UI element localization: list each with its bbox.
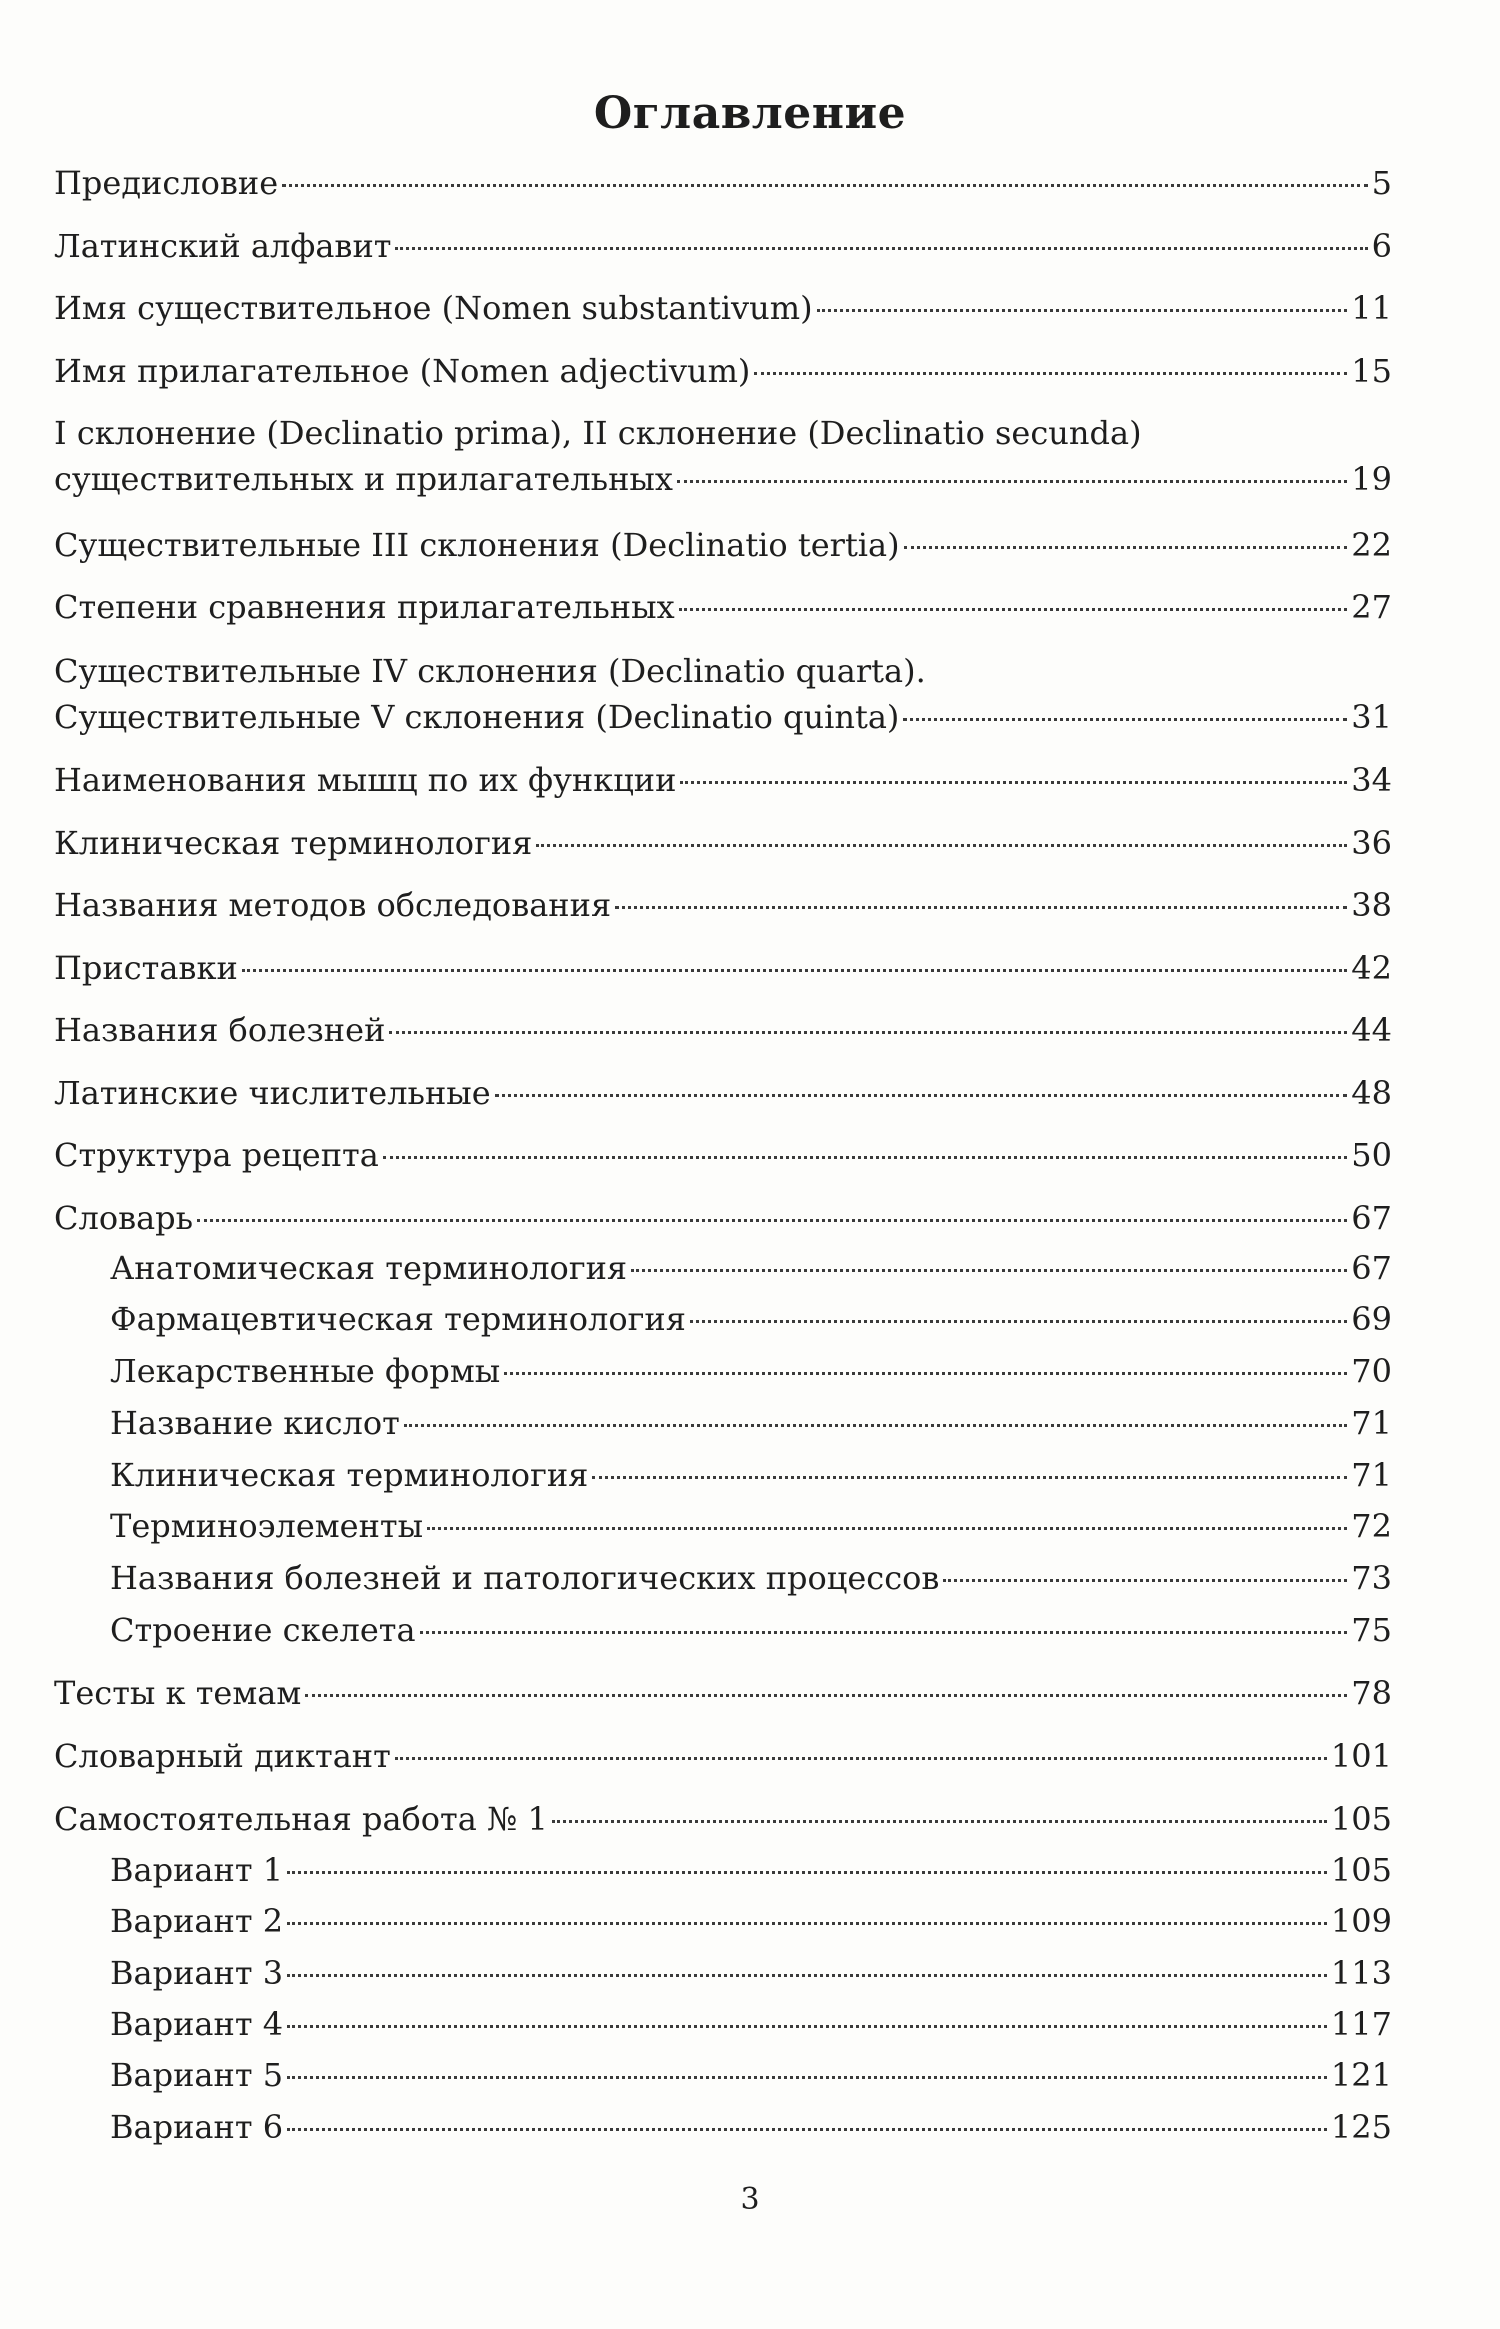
dot-leader bbox=[287, 2128, 1327, 2131]
toc-entry[interactable] bbox=[54, 1794, 1392, 1844]
dot-leader bbox=[504, 1372, 1347, 1375]
toc-entry-page: 78 bbox=[1351, 1674, 1392, 1712]
toc-entry-label: Вариант 2 bbox=[110, 1902, 284, 1940]
toc-entry-page: 67 bbox=[1351, 1249, 1392, 1287]
toc-entry-label: Названия болезней и патологических процессов bbox=[110, 1559, 940, 1597]
toc-entry-page: 113 bbox=[1330, 1954, 1392, 1992]
toc-entry-page: 125 bbox=[1330, 2108, 1392, 2146]
toc-subentry[interactable] bbox=[110, 1553, 1392, 1603]
toc-entry-page: 38 bbox=[1351, 886, 1392, 924]
toc-entry-label: Названия болезней bbox=[54, 1011, 386, 1049]
dot-leader bbox=[679, 608, 1348, 611]
toc-entry-page: 22 bbox=[1351, 526, 1392, 564]
toc-entry-line: I склонение (Declinatio prima), II склонение (Declinatio secunda) bbox=[54, 414, 1142, 452]
toc-entry-label: Тесты к темам bbox=[54, 1674, 302, 1712]
dot-leader bbox=[404, 1424, 1347, 1427]
toc-subentry[interactable] bbox=[110, 1450, 1392, 1500]
page-number: 3 bbox=[740, 2182, 760, 2217]
toc-entry[interactable] bbox=[54, 221, 1392, 271]
toc-subentry[interactable] bbox=[110, 1896, 1392, 1946]
toc-entry-page: 105 bbox=[1330, 1851, 1392, 1889]
toc-entry-label: Словарный диктант bbox=[54, 1737, 391, 1775]
toc-entry[interactable] bbox=[54, 880, 1392, 930]
dot-leader bbox=[287, 1922, 1327, 1925]
toc-entry[interactable] bbox=[54, 755, 1392, 805]
toc-entry-label: Вариант 5 bbox=[110, 2056, 284, 2094]
toc-entry[interactable] bbox=[54, 1068, 1392, 1118]
dot-leader bbox=[395, 247, 1367, 250]
toc-subentry[interactable] bbox=[110, 1999, 1392, 2049]
toc-entry-page: 67 bbox=[1351, 1199, 1392, 1237]
toc-entry-page: 71 bbox=[1351, 1404, 1392, 1442]
toc-entry-page: 31 bbox=[1351, 698, 1392, 736]
toc-subentry[interactable] bbox=[110, 1501, 1392, 1551]
toc-entry-label: Клиническая терминология bbox=[54, 824, 533, 862]
toc-entry-page: 69 bbox=[1351, 1300, 1392, 1338]
dot-leader bbox=[383, 1156, 1347, 1159]
toc-subentry[interactable] bbox=[110, 2050, 1392, 2100]
toc-entry-page: 117 bbox=[1330, 2005, 1392, 2043]
dot-leader bbox=[242, 969, 1348, 972]
dot-leader bbox=[754, 372, 1347, 375]
toc-entry[interactable] bbox=[54, 520, 1392, 570]
dot-leader bbox=[420, 1631, 1348, 1634]
toc-subentry[interactable] bbox=[110, 2102, 1392, 2152]
toc-entry-page: 75 bbox=[1351, 1611, 1392, 1649]
dot-leader bbox=[552, 1820, 1327, 1823]
toc-entry-label: Имя существительное (Nomen substantivum) bbox=[54, 289, 813, 327]
toc-entry-label: Название кислот bbox=[110, 1404, 400, 1442]
toc-entry-page: 71 bbox=[1351, 1456, 1392, 1494]
dot-leader bbox=[680, 781, 1347, 784]
toc-entry[interactable] bbox=[54, 582, 1392, 632]
toc-subentry[interactable] bbox=[110, 1948, 1392, 1998]
toc-subentry[interactable] bbox=[110, 1605, 1392, 1655]
toc-entry-label: Названия методов обследования bbox=[54, 886, 612, 924]
toc-entry-label: Словарь bbox=[54, 1199, 194, 1237]
toc-entry-label: Вариант 6 bbox=[110, 2108, 284, 2146]
toc-entry-page: 73 bbox=[1351, 1559, 1392, 1597]
toc-entry-page: 101 bbox=[1330, 1737, 1392, 1775]
page-title: Оглавление bbox=[593, 88, 907, 139]
dot-leader bbox=[903, 718, 1347, 721]
toc-entry-label: Строение скелета bbox=[110, 1611, 416, 1649]
toc-entry[interactable] bbox=[54, 1668, 1392, 1718]
toc-entry-page: 27 bbox=[1351, 588, 1392, 626]
toc-entry[interactable] bbox=[54, 158, 1392, 208]
toc-entry-label: Приставки bbox=[54, 949, 238, 987]
toc-subentry[interactable] bbox=[110, 1845, 1392, 1895]
toc-entry[interactable] bbox=[54, 818, 1392, 868]
dot-leader bbox=[615, 906, 1347, 909]
toc-entry-page: 11 bbox=[1351, 289, 1392, 327]
toc-entry-page: 121 bbox=[1330, 2056, 1392, 2094]
dot-leader bbox=[592, 1476, 1347, 1479]
toc-entry-label: Вариант 3 bbox=[110, 1954, 284, 1992]
toc-entry-label: Наименования мышц по их функции bbox=[54, 761, 677, 799]
toc-entry-label: Латинский алфавит bbox=[54, 227, 392, 265]
toc-subentry[interactable] bbox=[110, 1346, 1392, 1396]
toc-entry-page: 50 bbox=[1351, 1136, 1392, 1174]
toc-entry[interactable] bbox=[54, 1731, 1392, 1781]
dot-leader bbox=[287, 2025, 1327, 2028]
dot-leader bbox=[427, 1527, 1347, 1530]
dot-leader bbox=[495, 1094, 1348, 1097]
toc-entry-label: Латинские числительные bbox=[54, 1074, 491, 1112]
toc-subentry[interactable] bbox=[110, 1243, 1392, 1293]
toc-entry-label: Клиническая терминология bbox=[110, 1456, 589, 1494]
toc-entry-line: Существительные IV склонения (Declinatio quarta). bbox=[54, 652, 926, 690]
toc-entry-label: Лекарственные формы bbox=[110, 1352, 501, 1390]
toc-entry-page: 72 bbox=[1351, 1507, 1392, 1545]
toc-entry-page: 5 bbox=[1371, 164, 1392, 202]
dot-leader bbox=[395, 1757, 1327, 1760]
toc-entry-page: 105 bbox=[1330, 1800, 1392, 1838]
toc-entry-label: Существительные V склонения (Declinatio quinta) bbox=[54, 698, 900, 736]
dot-leader bbox=[631, 1269, 1347, 1272]
toc-entry-page: 44 bbox=[1351, 1011, 1392, 1049]
toc-entry[interactable] bbox=[54, 1130, 1392, 1180]
toc-entry-page: 70 bbox=[1351, 1352, 1392, 1390]
toc-entry-label: Структура рецепта bbox=[54, 1136, 379, 1174]
dot-leader bbox=[287, 2076, 1327, 2079]
toc-entry-label: Вариант 4 bbox=[110, 2005, 284, 2043]
toc-entry-label: Терминоэлементы bbox=[110, 1507, 424, 1545]
toc-entry[interactable] bbox=[54, 454, 1392, 504]
toc-entry-label: существительных и прилагательных bbox=[54, 460, 673, 498]
dot-leader bbox=[943, 1579, 1347, 1582]
toc-entry-label: Самостоятельная работа № 1 bbox=[54, 1800, 548, 1838]
toc-entry-page: 42 bbox=[1351, 949, 1392, 987]
toc-subentry[interactable] bbox=[110, 1398, 1392, 1448]
toc-entry-label: Степени сравнения прилагательных bbox=[54, 588, 675, 626]
toc-entry[interactable] bbox=[54, 943, 1392, 993]
toc-entry-label: Анатомическая терминология bbox=[110, 1249, 628, 1287]
toc-entry-label: Вариант 1 bbox=[110, 1851, 284, 1889]
toc-entry-page: 109 bbox=[1330, 1902, 1392, 1940]
toc-entry[interactable] bbox=[54, 346, 1392, 396]
dot-leader bbox=[677, 480, 1347, 483]
dot-leader bbox=[282, 184, 1367, 187]
toc-entry-label: Имя прилагательное (Nomen adjectivum) bbox=[54, 352, 751, 390]
toc-entry-page: 34 bbox=[1351, 761, 1392, 799]
toc-subentry[interactable] bbox=[110, 1294, 1392, 1344]
dot-leader bbox=[197, 1219, 1347, 1222]
toc-entry[interactable] bbox=[54, 1005, 1392, 1055]
dot-leader bbox=[287, 1871, 1327, 1874]
toc-entry-page: 6 bbox=[1371, 227, 1392, 265]
toc-entry-page: 19 bbox=[1351, 460, 1392, 498]
toc-entry[interactable] bbox=[54, 1193, 1392, 1243]
toc-entry-label: Фармацевтическая терминология bbox=[110, 1300, 686, 1338]
dot-leader bbox=[305, 1694, 1347, 1697]
toc-entry-label: Предисловие bbox=[54, 164, 279, 202]
toc-entry[interactable] bbox=[54, 283, 1392, 333]
dot-leader bbox=[536, 844, 1347, 847]
dot-leader bbox=[904, 546, 1348, 549]
dot-leader bbox=[817, 309, 1348, 312]
dot-leader bbox=[287, 1974, 1327, 1977]
toc-entry[interactable] bbox=[54, 692, 1392, 742]
dot-leader bbox=[389, 1031, 1347, 1034]
dot-leader bbox=[690, 1320, 1347, 1323]
toc-entry-page: 48 bbox=[1351, 1074, 1392, 1112]
toc-entry-page: 15 bbox=[1351, 352, 1392, 390]
toc-entry-label: Существительные III склонения (Declinatio tertia) bbox=[54, 526, 900, 564]
toc-entry-page: 36 bbox=[1351, 824, 1392, 862]
